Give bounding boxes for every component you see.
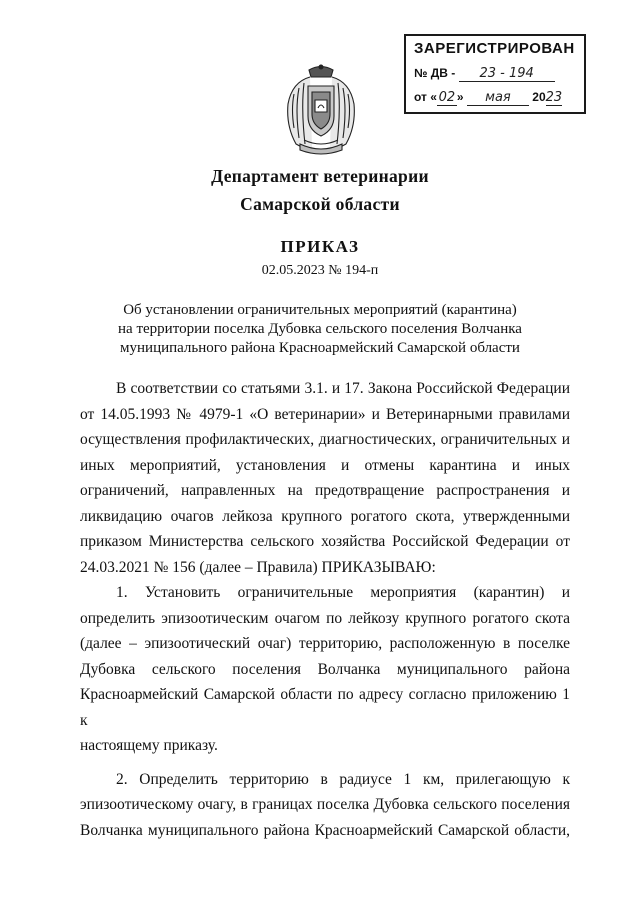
body-line: настоящему приказу. <box>80 737 218 754</box>
body-line: ликвидацию очагов лейкоза крупного рогатого скота, утвержденными <box>80 507 570 525</box>
document-body <box>80 376 570 843</box>
stamp-number-label: № ДВ - <box>414 66 456 80</box>
body-line: 24.03.2021 № 156 (далее – Правила) ПРИКАЗЫВАЮ: <box>80 558 436 576</box>
body-line: осуществления профилактических, диагностических, ограничительных и <box>80 431 570 448</box>
stamp-day: 02 <box>438 90 456 105</box>
body-line: Дубовка сельского поселения Волчанка муниципального района <box>80 660 570 678</box>
body-line: ограничений, направленных на предотвращение распространения и <box>80 482 570 499</box>
body-line: определить эпизоотическим очагом по лейкозу крупного рогатого скота <box>80 609 570 627</box>
body-line: 1. Установить ограничительные мероприятия (карантин) и <box>116 584 570 601</box>
stamp-number-line <box>414 66 555 82</box>
stamp-year-suffix: 23 <box>545 90 563 105</box>
body-line: (далее – эпизоотический очаг) территорию, расположенную в поселке <box>80 635 570 652</box>
subject-line: муниципального района Красноармейский Самарской области <box>120 340 520 356</box>
registration-stamp <box>404 34 586 114</box>
stamp-month: мая <box>467 90 529 106</box>
stamp-close-quote: » <box>456 90 464 104</box>
coat-of-arms-emblem <box>282 64 360 156</box>
stamp-year-prefix: 20 <box>532 90 546 104</box>
department-region: Самарской области <box>240 194 400 214</box>
document-type: ПРИКАЗ <box>280 237 360 256</box>
stamp-title: ЗАРЕГИСТРИРОВАН <box>414 40 575 57</box>
document-date-number: 02.05.2023 № 194-п <box>261 263 379 278</box>
document-subject <box>0 301 640 358</box>
body-line: В соответствии со статьями 3.1. и 17. Закона Российской Федерации <box>116 380 570 397</box>
department-name: Департамент ветеринарии <box>211 166 429 186</box>
body-line: 2. Определить территорию в радиусе 1 км, прилегающую к <box>116 770 570 788</box>
stamp-number-value: 23 - 194 <box>459 66 555 82</box>
subject-line: Об установлении ограничительных мероприятий (карантина) <box>123 302 517 318</box>
subject-line: на территории поселка Дубовка сельского поселения Волчанка <box>118 321 522 337</box>
body-line: от 14.05.1993 № 4979-1 «О ветеринарии» и Ветеринарными правилами <box>80 405 570 423</box>
stamp-from-label: от « <box>414 90 437 104</box>
body-line: иных мероприятий, установления и отмены карантина и иных <box>80 456 570 474</box>
body-line: приказом Министерства сельского хозяйства Российской Федерации от <box>80 533 570 550</box>
body-line: эпизоотическому очагу, в границах поселка Дубовка сельского поселения <box>80 796 570 813</box>
stamp-date-line <box>414 90 562 106</box>
body-line: Красноармейский Самарской области по адресу согласно приложению 1 к <box>80 686 570 729</box>
body-line: Волчанка муниципального района Красноармейский Самарской области, <box>80 821 570 839</box>
